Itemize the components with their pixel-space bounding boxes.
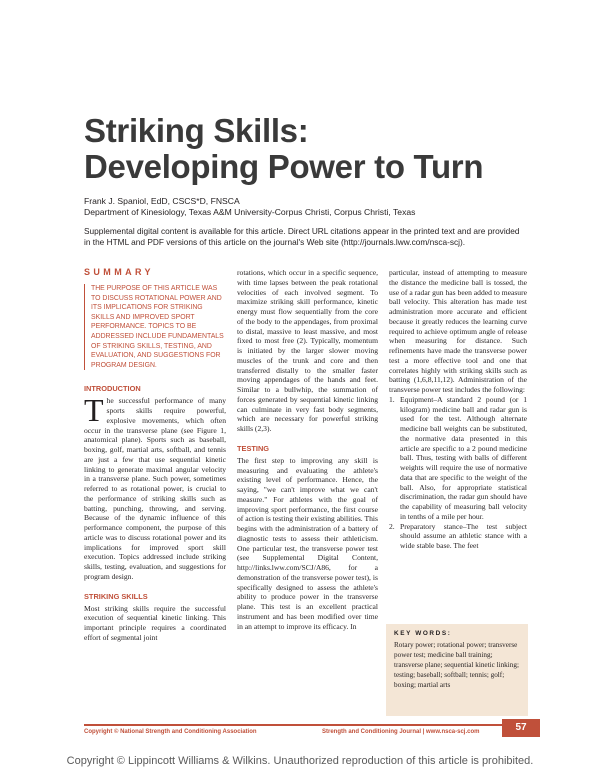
author-name: Frank J. Spaniol, EdD, CSCS*D, FNSCA bbox=[84, 196, 240, 206]
summary-heading: SUMMARY bbox=[84, 267, 154, 277]
striking-skills-text: Most striking skills require the successful execution of sequential kinetic linking. This important principle requires a coordinated effort of segmental joint bbox=[84, 603, 226, 642]
title-line-2: Developing Power to Turn bbox=[84, 148, 484, 185]
introduction-paragraph bbox=[84, 392, 226, 581]
footer-copyright: Copyright © National Strength and Conditioning Association bbox=[84, 729, 257, 735]
column-2 bbox=[237, 268, 378, 631]
testing-heading: TESTING bbox=[237, 443, 270, 453]
testing-text: The first step to improving any skill is measuring and evaluating the athlete's existing level of performance. Hence, the saying, "we can't improve what we can't measure." For athletes with the goal of improving sport performance, the first course of action is testing their existing abilities. This begins with the administration of a battery of diagnostic tests to assess their athleticism. One particular test, the transverse power test (see Supplemental Digital Content, http://links.lww.com/SCJ/A86, for a demonstration of the transverse power test), is specifically designed to assess the athlete's ability to produce power in the transverse plane. This test is an excellent practical instrument and has been modified over time in an attempt to improve its efficacy. In bbox=[237, 455, 378, 631]
drop-cap: T bbox=[84, 392, 104, 429]
footer-journal: Strength and Conditioning Journal | www.nsca-scj.com bbox=[322, 729, 480, 735]
summary-text: THE PURPOSE OF THIS ARTICLE WAS TO DISCUSS ROTATIONAL POWER AND ITS IMPLICATIONS FOR STRIKING SKILLS AND IMPROVED SPORT PERFORMANCE. TOPICS TO BE ADDRESSED INCLUDE FUNDAMENTALS OF STRIKING SKILLS, TESTING, AND EVALUATION, AND SUGGESTIONS FOR PROGRAM DESIGN. bbox=[84, 284, 226, 370]
introduction-text: he successful performance of many sports skills require powerful, explosive movements, which often occur in the transverse plane (see Figure 1, anatomical plane). Sports such as baseball, boxing, golf, martial arts, softball, and tennis are just a few that use sequential kinetic linking to generate maximal angular velocity in a transverse plane. Such power, sometimes referred to as rotational power, is crucial to the performance of striking skills such as batting, punching, throwing, and serving. Because of the dynamic influence of this performance component, the purpose of this article was to discuss rotational power and its implications for improved sport skill execution. Topics addressed include striking skills, testing, evaluation, and suggestions for program design. bbox=[84, 396, 226, 581]
footer-divider bbox=[84, 724, 502, 726]
column-1 bbox=[84, 268, 226, 643]
introduction-heading: INTRODUCTION bbox=[84, 384, 141, 394]
column-2-text: rotations, which occur in a specific sequence, with time lapses between the peak rotational velocities of each involved segment. To maximize striking skill performance, kinetic energy must flow sequentially from the core of the body to the appendages, from proximal to distal, massive to least massive, and most fixed to most free (2). Typically, momentum is initiated by the larger slower moving muscles of the trunk and core and then transferred distally to the smaller faster moving appendages of the hands and feet. Similar to a bullwhip, the summation of forces generated by sequential kinetic linking can culminate in very fast body segments, which are necessary for powerful striking skills (2,3). bbox=[237, 268, 378, 433]
list-item bbox=[389, 395, 527, 522]
list-item-number: 2. bbox=[389, 521, 395, 531]
supplemental-note: Supplemental digital content is available for this article. Direct URL citations appear in the printed text and are provided in the HTML and PDF versions of this article on the journal's Web site (http://journals.lww.com/nsca-scj). bbox=[84, 226, 520, 247]
test-procedure-list bbox=[389, 395, 527, 551]
column-3 bbox=[389, 268, 527, 551]
list-item-text: Equipment–A standard 2 pound (or 1 kilogram) medicine ball and radar gun is used for the test. Although alternate medicine ball weights can be substituted, the normative data presented in this article are specific to a 2 pound medicine ball. Thus, testing with balls of different weights will require the use of normative data that are specific to the weight of the ball. Also, for appropriate statistical discrimination, the radar gun should have the capability of measuring ball velocity in tenths of a mile per hour. bbox=[400, 394, 527, 521]
page-number: 57 bbox=[502, 719, 540, 737]
title-line-1: Striking Skills: bbox=[84, 112, 309, 149]
list-item-text: Preparatory stance–The test subject should assume an athletic stance with a wide stable base. The feet bbox=[400, 521, 527, 550]
column-3-text: particular, instead of attempting to measure the distance the medicine ball is tossed, the use of a radar gun has been added to measure ball velocity. This alteration has made test administration more accurate and efficient because it greatly reduces the learning curve required to achieve optimum angle of release when measuring for distance. Such refinements have made the transverse power test a more effective tool and one that correlates highly with striking skills such as batting (1,6,8,11,12). Administration of the transverse power test includes the following: bbox=[389, 268, 527, 394]
article-title bbox=[84, 113, 554, 185]
keywords-heading: KEY WORDS: bbox=[394, 630, 452, 637]
striking-skills-heading: STRIKING SKILLS bbox=[84, 591, 148, 601]
list-item-number: 1. bbox=[389, 394, 395, 404]
list-item bbox=[389, 522, 527, 551]
keywords-text: Rotary power; rotational power; transverse power test; medicine ball training; transverse plane; sequential kinetic linking; testing; baseball; softball; tennis; golf; boxing; martial arts bbox=[394, 641, 519, 689]
author-block bbox=[84, 196, 534, 218]
keywords-box bbox=[386, 624, 528, 716]
copyright-notice: Copyright © Lippincott Williams & Wilkins. Unauthorized reproduction of this article is prohibited. bbox=[66, 755, 534, 767]
author-affiliation: Department of Kinesiology, Texas A&M University-Corpus Christi, Corpus Christi, Texas bbox=[84, 207, 416, 217]
